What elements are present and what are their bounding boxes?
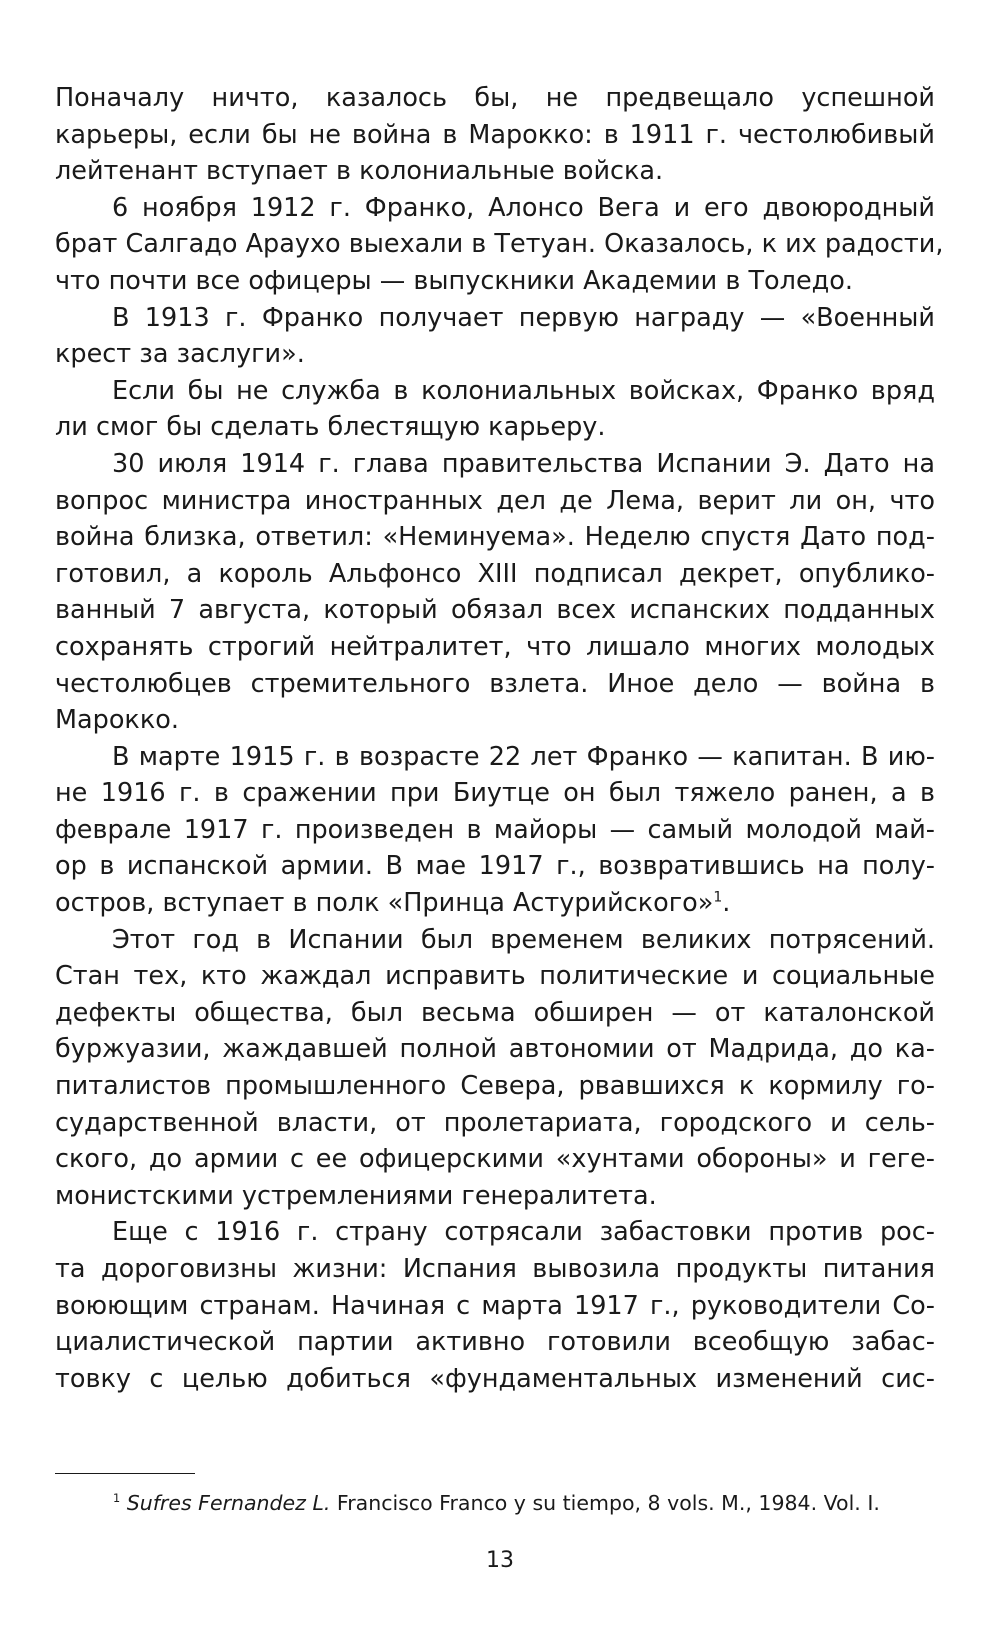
text-line: что почти все офицеры — выпускники Академии в Толедо. [55,265,853,296]
footnote-author: Sufres Fernandez L. [126,1491,331,1515]
text-line: сохранять строгий нейтралитет, что лишало многих молодых [55,631,935,662]
text-line: Если бы не служба в колониальных войсках, Франко вряд [112,375,935,406]
text-line: 6 ноября 1912 г. Франко, Алонсо Вега и его двоюродный [112,192,935,223]
text-line: 30 июля 1914 г. глава правительства Испании Э. Дато на [112,448,935,479]
text-line: циалистической партии активно готовили всеобщую забас- [55,1327,935,1358]
footnote [113,1488,880,1518]
text-line: ского, до армии с ее офицерскими «хунтами обороны» и геге- [55,1144,935,1175]
text-line: монистскими устремлениями генералитета. [55,1180,657,1211]
text-line: воюющим странам. Начиная с марта 1917 г., руководители Со- [55,1290,935,1321]
text-line: ор в испанской армии. В мае 1917 г., возвратившись на полу- [55,851,935,882]
text-line: крест за заслуги». [55,339,305,370]
text-line: товку с целью добиться «фундаментальных изменений сис- [55,1363,935,1394]
text-line: Стан тех, кто жаждал исправить политические и социальные [55,961,935,992]
page-number: 13 [486,1548,514,1573]
text-line: Еще с 1916 г. страну сотрясали забастовки против рос- [112,1217,935,1248]
text-line-content: остров, вступает в полк «Принца Астурийского» [55,888,714,919]
text-line: Марокко. [55,705,179,736]
text-line: ли смог бы сделать блестящую карьеру. [55,412,606,443]
footnote-marker: 1 [113,1492,121,1506]
text-line: вопрос министра иностранных дел де Лема, верит ли он, что [55,485,935,516]
footnote-text: Francisco Franco y su tiempo, 8 vols. M., 1984. Vol. I. [336,1491,880,1515]
footnote-divider [55,1473,195,1474]
text-line: Этот год в Испании был временем великих потрясений. [112,924,935,955]
sentence-period: . [722,888,731,919]
text-line: брат Салгадо Араухо выехали в Тетуан. Оказалось, к их радости, [55,229,944,260]
text-line: карьеры, если бы не война в Марокко: в 1911 г. честолюбивый [55,119,935,150]
text-line: В марте 1915 г. в возрасте 22 лет Франко — капитан. В ию- [112,741,935,772]
text-line: питалистов промышленного Севера, рвавшихся к кормилу го- [55,1071,935,1102]
text-line: дефекты общества, был весьма обширен — от каталонской [55,997,935,1028]
text-line: готовил, а король Альфонсо XIII подписал декрет, опублико- [55,558,935,589]
text-line: сударственной власти, от пролетариата, городского и сель- [55,1107,935,1138]
text-line: Поначалу ничто, казалось бы, не предвещало успешной [55,83,935,113]
text-line: война близка, ответил: «Неминуема». Неделю спустя Дато под- [55,522,935,553]
text-line: буржуазии, жаждавшей полной автономии от Мадрида, до ка- [55,1034,935,1065]
text-line-with-note [55,885,935,922]
text-line: В 1913 г. Франко получает первую награду — «Военный [112,302,935,333]
text-line: не 1916 г. в сражении при Биутце он был тяжело ранен, а в [55,778,935,809]
text-line: честолюбцев стремительного взлета. Иное дело — война в [55,668,935,699]
text-line: лейтенант вступает в колониальные войска. [55,156,664,187]
footnote-reference[interactable]: 1 [713,889,723,906]
text-line: феврале 1917 г. произведен в майоры — самый молодой май- [55,814,935,845]
body-text [55,80,944,1397]
text-line: та дороговизны жизни: Испания вывозила продукты питания [55,1254,935,1284]
text-line: ванный 7 августа, который обязал всех испанских подданных [55,595,935,626]
